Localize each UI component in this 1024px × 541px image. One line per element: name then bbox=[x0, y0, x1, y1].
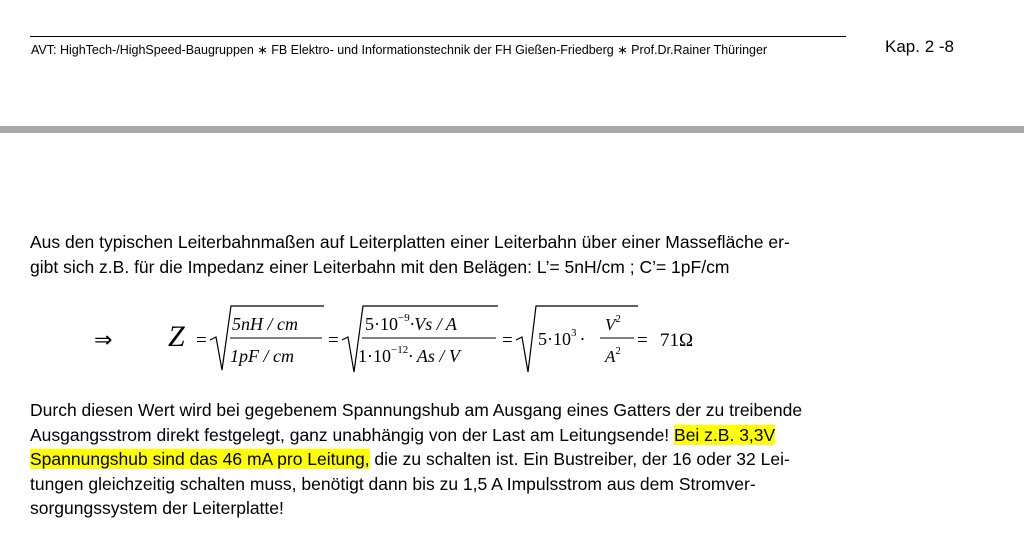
implies-arrow: ⇒ bbox=[94, 328, 113, 353]
text-span: Ausgangsstrom direkt festgelegt, ganz unabhängig von der Last am Leitungsende! bbox=[30, 424, 675, 445]
frac1-numerator: 5nH / cm bbox=[232, 314, 298, 334]
text-line bbox=[30, 423, 802, 448]
text-line: Durch diesen Wert wird bei gegebenem Spannungshub am Ausgang eines Gatters der zu treibende bbox=[30, 400, 803, 420]
impedance-equation bbox=[160, 300, 720, 385]
section-divider bbox=[0, 126, 1024, 133]
paragraph-intro bbox=[30, 230, 790, 279]
frac3-numerator: $V^2$ bbox=[605, 313, 621, 334]
page-number: Kap. 2 -8 bbox=[885, 37, 954, 56]
running-header: AVT: HighTech-/HighSpeed-Baugruppen ∗ FB Elektro- und Informationstechnik der FH Gießen-Friedberg ∗ Prof.Dr.Rainer Thüringer bbox=[31, 43, 768, 57]
text-line: sorgungssystem der Leiterplatte! bbox=[30, 498, 284, 518]
eq-result: 71Ω bbox=[660, 330, 694, 351]
header-rule bbox=[30, 36, 846, 37]
eq-lhs: Z bbox=[168, 320, 185, 353]
text-span: die zu schalten ist. Ein Bustreiber, der 16 oder 32 Lei- bbox=[369, 449, 790, 469]
text-line: Aus den typischen Leiterbahnmaßen auf Leiterplatten einer Leiterbahn über einer Massefläche er- bbox=[30, 232, 790, 252]
text-line: tungen gleichzeitig schalten muss, benötigt dann bis zu 1,5 A Impulsstrom aus dem Stromver- bbox=[30, 473, 756, 494]
text-line bbox=[30, 447, 802, 472]
eq-sign: = bbox=[502, 330, 513, 351]
paragraph-explanation bbox=[30, 398, 802, 521]
frac1-denominator: 1pF / cm bbox=[230, 346, 294, 366]
term3: $5\cdot 10^3$ · bbox=[538, 327, 586, 349]
frac2-denominator: $1\cdot 10^{-12}\cdot As / V$ bbox=[358, 344, 460, 366]
frac3-denominator: $A^2$ bbox=[605, 345, 621, 366]
text-line: gibt sich z.B. für die Impedanz einer Leiterbahn mit den Belägen: L’= 5nH/cm ; C’= 1pF/cm bbox=[30, 256, 730, 277]
frac2-numerator: $5\cdot 10^{-9}\cdot Vs / A$ bbox=[365, 312, 457, 334]
eq-sign: = bbox=[637, 330, 648, 351]
eq-sign: = bbox=[328, 330, 339, 351]
highlighted-text: Spannungshub sind das 46 mA pro Leitung, bbox=[30, 449, 370, 469]
equation-svg bbox=[160, 300, 720, 380]
eq-sign: = bbox=[196, 330, 207, 351]
highlighted-text: Bei z.B. 3,3V bbox=[674, 424, 776, 445]
